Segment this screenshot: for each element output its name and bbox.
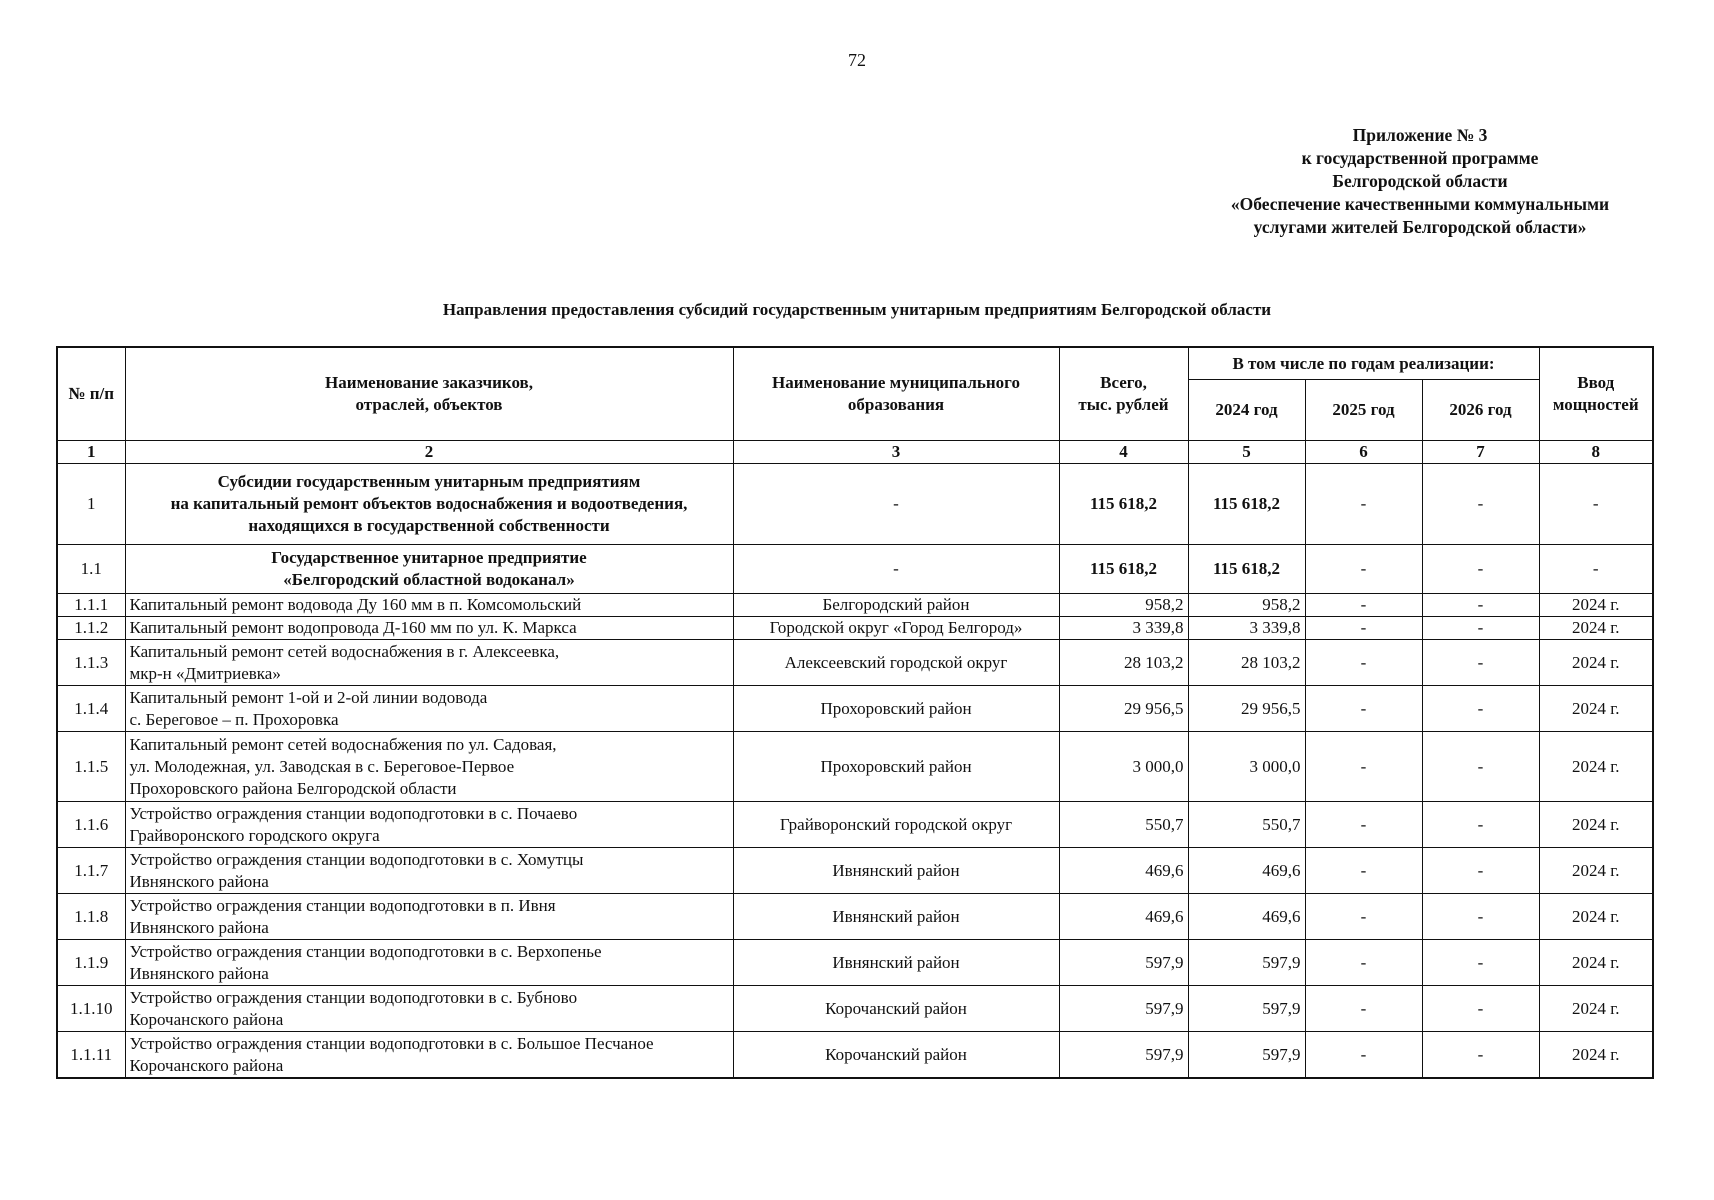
capacity-cell: 2024 г. [1539,894,1653,940]
year-2024-cell: 597,9 [1188,986,1305,1032]
appendix-header [1200,124,1640,239]
municipality-cell: - [733,545,1059,594]
object-name-cell: Субсидии государственным унитарным предприятиям на капитальный ремонт объектов водоснабжения и водоотведения, находящихся в государственной собственности [125,464,733,545]
municipality-cell: Грайворонский городской округ [733,802,1059,848]
column-number: 2 [125,441,733,464]
capacity-cell: 2024 г. [1539,802,1653,848]
total-cell: 469,6 [1059,848,1188,894]
year-2026-cell: - [1422,594,1539,617]
capacity-cell: 2024 г. [1539,1032,1653,1079]
year-2024-cell: 3 339,8 [1188,617,1305,640]
total-cell: 28 103,2 [1059,640,1188,686]
capacity-cell: 2024 г. [1539,732,1653,802]
municipality-cell: Корочанский район [733,986,1059,1032]
appendix-line: «Обеспечение качественными коммунальными [1230,194,1610,214]
table-row [57,617,1653,640]
capacity-cell: 2024 г. [1539,848,1653,894]
column-number: 1 [57,441,125,464]
table-row [57,802,1653,848]
year-2025-cell: - [1305,545,1422,594]
year-2025-cell: - [1305,1032,1422,1079]
column-number: 6 [1305,441,1422,464]
table-row [57,894,1653,940]
table-row [57,848,1653,894]
year-2025-cell: - [1305,802,1422,848]
header-total: Всего, тыс. рублей [1059,347,1188,441]
capacity-cell: - [1539,545,1653,594]
capacity-cell: 2024 г. [1539,986,1653,1032]
capacity-cell: 2024 г. [1539,686,1653,732]
row-number-cell: 1.1 [57,545,125,594]
capacity-cell: 2024 г. [1539,640,1653,686]
municipality-cell: Прохоровский район [733,686,1059,732]
year-2026-cell: - [1422,1032,1539,1079]
object-name-cell: Капитальный ремонт водовода Ду 160 мм в п. Комсомольский [125,594,733,617]
year-2025-cell: - [1305,732,1422,802]
column-number: 8 [1539,441,1653,464]
object-name-cell: Устройство ограждения станции водоподготовки в п. Ивня Ивнянского района [125,894,733,940]
total-cell: 597,9 [1059,940,1188,986]
year-2025-cell: - [1305,986,1422,1032]
column-number: 5 [1188,441,1305,464]
table-row [57,686,1653,732]
year-2024-cell: 469,6 [1188,848,1305,894]
year-2024-cell: 550,7 [1188,802,1305,848]
document-title: Направления предоставления субсидий государственным унитарным предприятиям Белгородской области [442,300,1272,319]
year-2026-cell: - [1422,894,1539,940]
object-name-cell: Капитальный ремонт сетей водоснабжения в г. Алексеевка, мкр-н «Дмитриевка» [125,640,733,686]
year-2024-cell: 29 956,5 [1188,686,1305,732]
year-2024-cell: 28 103,2 [1188,640,1305,686]
year-2025-cell: - [1305,940,1422,986]
year-2026-cell: - [1422,464,1539,545]
object-name-cell: Устройство ограждения станции водоподготовки в с. Бубново Корочанского района [125,986,733,1032]
header-2024: 2024 год [1188,380,1305,441]
row-number-cell: 1.1.6 [57,802,125,848]
row-number-cell: 1 [57,464,125,545]
year-2024-cell: 115 618,2 [1188,464,1305,545]
year-2025-cell: - [1305,686,1422,732]
capacity-cell: - [1539,464,1653,545]
object-name-cell: Капитальный ремонт 1-ой и 2-ой линии водовода с. Береговое – п. Прохоровка [125,686,733,732]
appendix-line: к государственной программе [1301,148,1539,168]
total-cell: 115 618,2 [1059,464,1188,545]
year-2026-cell: - [1422,617,1539,640]
appendix-line: услугами жителей Белгородской области» [1253,217,1587,237]
row-number-cell: 1.1.2 [57,617,125,640]
page-number: 72 [848,50,866,70]
object-name-cell: Капитальный ремонт сетей водоснабжения по ул. Садовая, ул. Молодежная, ул. Заводская в с. Береговое-Первое Прохоровского района Белгородской области [125,732,733,802]
municipality-cell: Белгородский район [733,594,1059,617]
table-row [57,1032,1653,1079]
year-2024-cell: 115 618,2 [1188,545,1305,594]
total-cell: 115 618,2 [1059,545,1188,594]
total-cell: 597,9 [1059,1032,1188,1079]
column-number: 7 [1422,441,1539,464]
year-2024-cell: 597,9 [1188,940,1305,986]
year-2025-cell: - [1305,594,1422,617]
year-2026-cell: - [1422,545,1539,594]
year-2026-cell: - [1422,986,1539,1032]
column-number-row [57,441,1653,464]
header-municipality: Наименование муниципального образования [733,347,1059,441]
year-2026-cell: - [1422,940,1539,986]
total-cell: 3 000,0 [1059,732,1188,802]
year-2024-cell: 597,9 [1188,1032,1305,1079]
capacity-cell: 2024 г. [1539,617,1653,640]
year-2025-cell: - [1305,617,1422,640]
table-row [57,986,1653,1032]
total-cell: 597,9 [1059,986,1188,1032]
column-number: 3 [733,441,1059,464]
total-cell: 469,6 [1059,894,1188,940]
year-2026-cell: - [1422,640,1539,686]
row-number-cell: 1.1.11 [57,1032,125,1079]
object-name-cell: Государственное унитарное предприятие «Белгородский областной водоканал» [125,545,733,594]
row-number-cell: 1.1.10 [57,986,125,1032]
header-capacity: Ввод мощностей [1539,347,1653,441]
table-row [57,732,1653,802]
column-number: 4 [1059,441,1188,464]
municipality-cell: Ивнянский район [733,940,1059,986]
object-name-cell: Капитальный ремонт водопровода Д-160 мм по ул. К. Маркса [125,617,733,640]
header-name: Наименование заказчиков, отраслей, объектов [125,347,733,441]
year-2026-cell: - [1422,686,1539,732]
row-number-cell: 1.1.9 [57,940,125,986]
municipality-cell: Ивнянский район [733,848,1059,894]
year-2024-cell: 3 000,0 [1188,732,1305,802]
row-number-cell: 1.1.8 [57,894,125,940]
appendix-line: Приложение № 3 [1352,125,1488,145]
total-cell: 29 956,5 [1059,686,1188,732]
municipality-cell: Прохоровский район [733,732,1059,802]
municipality-cell: Городской округ «Город Белгород» [733,617,1059,640]
table-row [57,464,1653,545]
subsidies-table [56,346,1654,1079]
row-number-cell: 1.1.3 [57,640,125,686]
year-2026-cell: - [1422,802,1539,848]
municipality-cell: Ивнянский район [733,894,1059,940]
header-num: № п/п [57,347,125,441]
appendix-line: Белгородской области [1332,171,1508,191]
year-2025-cell: - [1305,464,1422,545]
row-number-cell: 1.1.5 [57,732,125,802]
total-cell: 550,7 [1059,802,1188,848]
row-number-cell: 1.1.7 [57,848,125,894]
object-name-cell: Устройство ограждения станции водоподготовки в с. Почаево Грайворонского городского округа [125,802,733,848]
capacity-cell: 2024 г. [1539,594,1653,617]
year-2025-cell: - [1305,640,1422,686]
capacity-cell: 2024 г. [1539,940,1653,986]
total-cell: 958,2 [1059,594,1188,617]
table-row [57,940,1653,986]
year-2026-cell: - [1422,848,1539,894]
object-name-cell: Устройство ограждения станции водоподготовки в с. Большое Песчаное Корочанского района [125,1032,733,1079]
municipality-cell: Корочанский район [733,1032,1059,1079]
object-name-cell: Устройство ограждения станции водоподготовки в с. Верхопенье Ивнянского района [125,940,733,986]
year-2025-cell: - [1305,894,1422,940]
table-row [57,545,1653,594]
header-2026: 2026 год [1422,380,1539,441]
row-number-cell: 1.1.1 [57,594,125,617]
year-2024-cell: 958,2 [1188,594,1305,617]
header-2025: 2025 год [1305,380,1422,441]
table-row [57,594,1653,617]
year-2024-cell: 469,6 [1188,894,1305,940]
row-number-cell: 1.1.4 [57,686,125,732]
header-by-years: В том числе по годам реализации: [1188,347,1539,380]
municipality-cell: - [733,464,1059,545]
municipality-cell: Алексеевский городской округ [733,640,1059,686]
year-2026-cell: - [1422,732,1539,802]
total-cell: 3 339,8 [1059,617,1188,640]
table-row [57,640,1653,686]
object-name-cell: Устройство ограждения станции водоподготовки в с. Хомутцы Ивнянского района [125,848,733,894]
year-2025-cell: - [1305,848,1422,894]
